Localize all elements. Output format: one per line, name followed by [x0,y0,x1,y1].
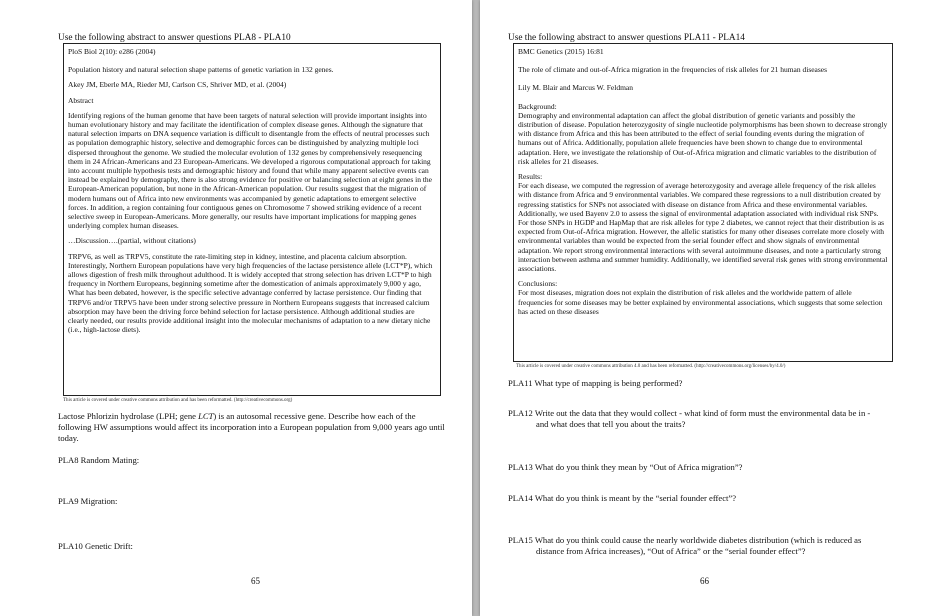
page-66 [480,0,952,616]
discussion-label: …Discussion….(partial, without citations) [68,236,196,246]
section-heading: Use the following abstract to answer questions PLA8 - PLA10 [58,33,291,43]
abstract-text: Identifying regions of the human genome that have been targets of natural selection will provide important insights into human evolutionary history and may facilitate the identification of complex disease genes. Although the signature that natural selection imparts on DNA sequence variation is difficult to disentangle from the effects of neutral processes such as population demographic history, selective and demographic forces can be distinguished by analyzing multiple loci dispersed throughout the genome. We studied the molecular evolution of 132 genes by comprehensively resequencing them in 24 African-Americans and 23 European-Americans. We developed a rigorous computational approach for taking into account multiple hypothesis tests and demographic history and found that while many apparent selective events can instead be explained by demography, there is also strong evidence for positive or balancing selection at eight genes in the European-American population, but none in the African-American population. Our results suggest that the migration of modern humans out of Africa into new environments was accompanied by genetic adaptations to emergent selective forces. In addition, a region containing four contiguous genes on Chromosome 7 showed striking evidence of a recent selective sweep in European-Americans. More generally, our results have important implications for mapping genes underlying complex human diseases. [68,110,432,231]
conclusions-text: For most diseases, migration does not explain the distribution of risk alleles and the worldwide pattern of allele frequencies for some diseases may be better explained by environmental associations, which suggests that some selection has acted on these diseases [518,288,883,316]
abstract-box [63,43,441,396]
question-pla15-line1: PLA15 What do you think could cause the nearly worldwide diabetes distribution (which is reduced as [508,535,862,545]
license-note: This article is covered under creative commons attribution and has been reformatted. (http://creativecommons.org) [63,398,293,403]
citation: PloS Biol 2(10): e286 (2004) [68,47,156,56]
page-number: 65 [251,576,260,586]
question-pla12-line1: PLA12 Write out the data that they would collect - what kind of form must the environmental data be in - [508,408,871,418]
article-title: Population history and natural selection shape patterns of genetic variation in 132 genes. [68,65,334,75]
results-text: For each disease, we computed the regression of average heterozygosity and average allele frequency of the risk alleles with distance from Africa and 9 environmental variables. We compared these regressions to a null distribution created by regressing statistics for SNPs not associated with disease on distance from Africa and these environmental variables. Additionally, we used Bayenv 2.0 to assess the signal of environmental adaptation associated with individual risk SNPs. For those SNPs in HGDP and HapMap that are risk alleles for type 2 diabetes, we cannot reject that their distribution is as expected from Out-of-Africa migration. However, the allelic statistics for many other diseases correlate more closely with environmental variables than would be expected from the serial founder effect and show signals of environmental adaptation. We report strong environmental interactions with several autoimmune diseases, and note a particularly strong interaction between asthma and summer humidity. Additionally, we identified several risk genes with strong environmental associations. [518,181,888,274]
question-pla10: PLA10 Genetic Drift: [58,541,133,551]
question-pla15 [508,535,933,556]
conclusions-label: Conclusions: [518,279,558,289]
question-pla12 [508,408,928,429]
question-pla13: PLA13 What do you think they mean by “Out of Africa migration”? [508,462,743,472]
abstract-box [513,43,893,362]
question-pla14: PLA14 What do you think is meant by the “serial founder effect”? [508,493,737,503]
question-pla11: PLA11 What type of mapping is being performed? [508,378,683,388]
background-label: Background: [518,101,557,111]
question-pla9: PLA9 Migration: [58,496,118,506]
page-number: 66 [700,576,709,586]
background-text: Demography and environmental adaptation can affect the global distribution of genetic variants and possibly the distribution of disease. Population heterozygosity of single nucleotide polymorphisms has been shown to decrease strongly with distance from Africa and this has been attributed to the effect of serial founding events during the migration of humans out of Africa. Additionally, population allele frequencies have been shown to change due to environmental adaptation. Here, we investigate the relationship of Out-of-Africa migration and climatic variables to the distribution of risk alleles for 21 diseases. [518,110,888,166]
article-title: The role of climate and out-of-Africa migration in the frequencies of risk alleles for 21 human diseases [518,65,828,75]
abstract-label: Abstract [68,95,94,105]
question-pla15-line2: distance from Africa increases), “Out of Africa” or the “serial founder effect”? [536,545,806,556]
authors: Akey JM, Eberle MA, Rieder MJ, Carlson CS, Shriver MD, et al. (2004) [68,80,287,90]
hw-prompt: Lactose Phlorizin hydrolase (LPH; gene LCT) is an autosomal recessive gene. Describe how each of the following HW assumptions would affect its incorporation into a European population from 9,000 years ago until today. [58,411,445,443]
question-pla8: PLA8 Random Mating: [58,455,140,465]
license-note: This article is covered under creative commons attribution 4.0 and has been reformatted. (http://creativecommons.org/licenses/by/4.0/) [516,364,786,369]
question-pla12-line2: and what does that tell you about the traits? [536,418,686,429]
authors: Lily M. Blair and Marcus W. Feldman [518,83,633,93]
gene-name: LCT [198,411,214,421]
results-label: Results: [518,172,543,182]
page-65 [0,0,472,616]
citation: BMC Genetics (2015) 16:81 [518,47,604,56]
section-heading: Use the following abstract to answer questions PLA11 - PLA14 [508,33,745,43]
discussion-text: TRPV6, as well as TRPV5, constitute the rate-limiting step in kidney, intestine, and placenta calcium absorption. Interestingly, Northern European populations have very high frequencies of the lactase persistence allele (LCT*P), which allows digestion of fresh milk throughout adulthood. It is widely accepted that strong selection has driven LCT*P to high frequency in Northern Europeans, beginning sometime after the domestication of animals approximately 9,000 y ago, What has been debated, however, is the specific selective advantage conferred by lactase persistence. Our finding that TRPV6 and/or TRPV5 have been under strong selective pressure in Northern Europeans suggests that increased calcium absorption may have been the driving force behind selection for lactase persistence. Although additional studies are clearly needed, our results provide additional insight into the molecular mechanisms of adaptation to a new dietary niche (i.e., high-lactose diets). [68,251,433,335]
